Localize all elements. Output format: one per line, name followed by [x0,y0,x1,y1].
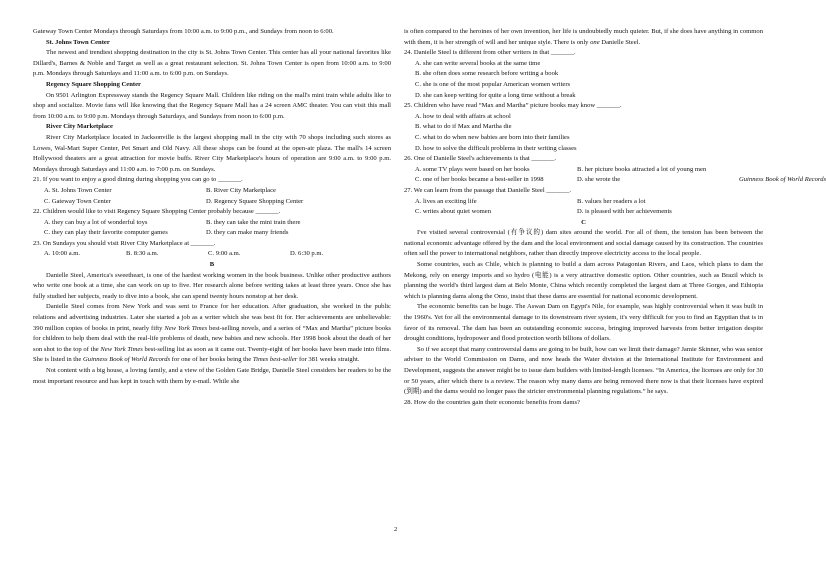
option-22d: D. they can make many friends [206,229,289,237]
paragraph-st-johns: The newest and trendiest shopping destination in the city is St. Johns Town Center. This center has all your national favorites like Dillard's, Barnes & Noble and Target as well as a great restaurant selection. St. Johns Town Center is open from 10:00 a.m. to 9:00 p.m. Mondays through Saturdays and 11:00 a.m. to 6:00 p.m. on Sundays. [33,49,391,78]
paragraph-dams-3: The economic benefits can be huge. The Aswan Dam on Egypt's Nile, for example, was highly controversial when it was built in the 1960's. Yet for all the environmental damage to its downstream river system, it's very difficult for you to find an Egyptian that is in favor of its removal. The dam has been an outstanding economic success, bringing improved harvests from better irrigation despite drought conditions, hydropower and flood protection worth billions of dollars. [404,303,763,343]
heading-river-city: River City Marketplace [46,123,113,131]
option-26d: D. she wrote the Guinness Book of World Records [577,176,826,184]
question-27-options [404,197,763,208]
option-24a: A. she can write several books at the same time [415,59,541,67]
option-21a: A. St. Johns Town Center [44,186,112,194]
option-26c: C. one of her books became a best-seller in 1998 [415,176,544,184]
paragraph-dams-4: So if we accept that many controversial dams are going to be built, how can we limit their damage? Jamie Skinner, who was senior adviser to the World Commission on Dams, and now heads the Water division at the International Institute for Environment and Development, suggests the answer might be to issue dam builders with limited-length licenses. “In America, the licenses are only for 30 or 50 years, after which there is a review. The reason why many dams are being removed there now is that their licenses have expired (到期) and the dams would no longer pass the stricter environmental planning regulations.” he says. [404,345,763,396]
option-22c: C. they can play their favorite computer games [44,229,168,237]
option-26a: A. some TV plays were based on her books [415,165,530,173]
paragraph-dams-2: Some countries, such as Chile, which is planning to build a dam across Patagonian Rivers, and Laos, which plans to dam the Mekong, rely on energy imports and so hydro (电能) is a very attractive domestic option. Other countries, such as Brazil which is planning the world's third largest dam at Belo Monte, China which recently completed the largest dam at Three Gorges, and Ethiopia which is planning dams along the Omo, insist that these dams are essential for national economic development. [404,261,763,300]
paragraph-steel-2: Danielle Steel comes from New York and was sent to France for her education. After graduation, she worked in the public relations and advertising industries. Later she started a job as a writer which she was best fit for. Her achievements are unbelievable: 390 million copies of books in print, nearly fifty New York Times best-selling novels, and a series of “Max and Martha” picture books for children to help them deal with the real-life problems of death, new babies and new schools. Her 1998 book about the death of her son shot to the top of the New York Times best-selling list as soon as it came out. Twenty-eight of her books have been made into films. She is listed in the Guinness Book of World Records for one of her books being the Times best-seller for 381 weeks straight. [33,303,391,364]
paragraph-river-city: River City Marketplace located in Jacksonville is the largest shopping mall in the city with 70 shops including such stores as Lowes, Wal-Mart Super Center, Pet Smart and Old Navy. All these shops can be found at the open-air plaza. The mall's 14 screen Hollywood theaters are a great attraction for movie buffs. River City Marketplace's hours of operation are 9:00 a.m. to 9:00 p.m. Mondays through Saturdays and 11:00 a.m. to 7:00 p.m. on Sundays. [33,133,391,173]
heading-st-johns: St. Johns Town Center [46,38,110,46]
mall-gateway-tail: Gateway Town Center Mondays through Saturdays from 10:00 a.m. to 9:00 p.m., and Sundays from noon to 6:00. [33,28,334,35]
option-26b: B. her picture books attracted a lot of young men [577,165,707,173]
question-21-options-2 [33,197,391,208]
option-23d: D. 6:30 p.m. [290,250,324,258]
heading-regency-square: Regency Square Shopping Center [46,80,141,88]
page-number: 2 [394,526,398,533]
paragraph-steel-continued: is often compared to the heroines of her own invention, her life is undoubtedly much quieter. But, if she does have anything in common with them, it is her strength of will and her unique style. There is only one Danielle Steel. [404,28,763,46]
option-21c: C. Gateway Town Center [44,197,111,205]
option-25a: A. how to deal with affairs at school [415,112,511,120]
option-21d: D. Regency Square Shopping Center [206,197,304,205]
paragraph-dams-1: I've visited several controversial (有争议的) dam sites around the world. For all of them, the tension has been between the national economic advantage offered by the dam and the local environment and social damage caused by its construction. The countries often sell the power to international neighbors, rather than directly improve electricity access to the local people. [404,229,763,258]
question-26: 26. One of Danielle Steel's achievements is that _______. [404,155,557,163]
question-26-options [404,165,763,176]
left-column [33,27,391,387]
option-27b: B. values her readers a lot [577,197,646,205]
passage-c-label: C [581,218,586,226]
option-22b: B. they can take the mini train there [206,218,301,226]
paragraph-regency-square: On 9501 Arlington Expressway stands the Regency Square Mall. Children like riding on the mall's mini train while adults like to shop and socialize. Movie fans will like knowing that the Regency Square Mall has a 24 screen AMC theater. You can visit this mall from 10:00 a.m. to 9:00 p.m. Mondays through Saturdays, and Sundays from noon to 6:00 p.m. [33,91,391,120]
question-22-options-2 [33,228,391,239]
option-25b: B. what to do if Max and Martha die [415,123,512,131]
passage-b-label: B [209,261,215,269]
question-26-options-2 [404,175,826,186]
option-27a: A. lives an exciting life [415,197,477,205]
paragraph-steel-3: Not content with a big house, a loving family, and a view of the Golden Gate Bridge, Danielle Steel considers her readers to be the most important resource and has kept in touch with them by e-mail. While she [33,367,391,385]
question-21-options [33,186,391,197]
question-24: 24. Danielle Steel is different from other writers in that _______. [404,49,576,57]
question-23: 23. On Sundays you should visit River City Marketplace at _______. [33,239,216,247]
question-28: 28. How do the countries gain their economic benefits from dams? [404,398,580,406]
question-27: 27. We can learn from the passage that Danielle Steel _______. [404,186,572,194]
option-23a: A. 10:00 a.m. [44,250,81,258]
question-23-options [33,249,391,260]
option-22a: A. they can buy a lot of wonderful toys [44,218,148,226]
option-24b: B. she often does some research before writing a book [415,70,559,78]
paragraph-steel-1: Danielle Steel, America's sweetheart, is one of the hardest working women in the book business. Unlike other productive authors who write one book at a time, she can work on up to five. Her research alone before writing takes at least three years. Once she has fully studied her subjects, ready to dive into a book, she can spend twenty hours nonstop at her desk. [33,271,391,300]
option-24c: C. she is one of the most popular American women writers [415,80,571,88]
option-27c: C. writes about quiet women [415,208,491,216]
question-22: 22. Children would like to visit Regency Square Shopping Center probably because _______. [33,208,281,216]
option-24d: D. she can keep writing for quite a long time without a break [415,91,576,99]
question-27-options-2 [404,207,763,218]
option-27d: D. is pleased with her achievements [577,208,672,216]
option-21b: B. River City Marketplace [206,186,276,194]
option-25c: C. what to do when new babies are born into their families [415,133,570,141]
option-23c: C. 9:00 a.m. [208,250,241,258]
question-22-options [33,218,391,229]
question-25: 25. Children who have read “Max and Martha” picture books may know _______. [404,102,622,110]
option-25d: D. how to solve the difficult problems in their writing classes [415,144,577,152]
option-23b: B. 8:30 a.m. [126,250,159,258]
question-21: 21. If you want to enjoy a good dining during shopping you can go to _______. [33,176,243,184]
right-column [404,27,826,408]
